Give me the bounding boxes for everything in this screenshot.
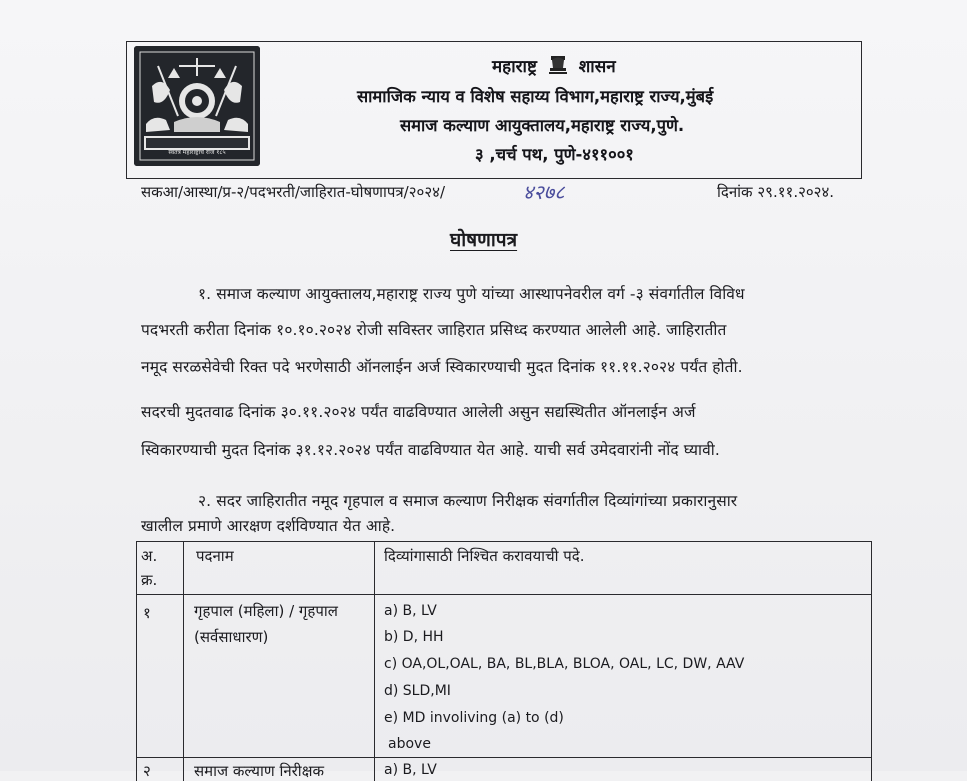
para1-line-5: स्विकारण्याची मुदत दिनांक ३१.१२.२०२४ पर्यंत वाढविण्यात येत आहे. याची सर्व उमेदवारांनी नोंद घ्यावी. <box>141 441 720 459</box>
ashoka-emblem-icon <box>547 54 569 76</box>
table-row1-sr: १ <box>143 604 151 622</box>
table-row1-item-a: a) B, LV <box>384 603 437 619</box>
para2-line-2: खालील प्रमाणे आरक्षण दर्शविण्यात येत आहे. <box>141 517 396 535</box>
table-col-divider-1 <box>183 541 184 781</box>
para1-line-3: नमूद सरळसेवेची रिक्त पदे भरणेसाठी ऑनलाईन अर्ज स्विकारण्याची मुदत दिनांक ११.११.२०२४ पर्यंत होती. <box>141 358 743 376</box>
table-header-post: पदनाम <box>196 547 234 565</box>
header-government: शासन <box>578 57 616 77</box>
reference-number: सकआ/आस्था/प्र-२/पदभरती/जाहिरात-घोषणापत्र/२०२४/ <box>141 183 445 201</box>
header-office: समाज कल्याण आयुक्तालय,महाराष्ट्र राज्य,पुणे. <box>400 116 685 135</box>
table-row2-item-a: a) B, LV <box>384 762 437 778</box>
header-state-name: महाराष्ट्र <box>492 57 537 77</box>
header-address: ३ ,चर्च पथ, पुणे-४११००१ <box>475 145 634 164</box>
emblem-caption: स्वतंत्र महाराष्ट्राचे राज १८५ <box>168 149 226 156</box>
header-line-1 <box>492 54 616 77</box>
para1-line-4: सदरची मुदतवाढ दिनांक ३०.११.२०२४ पर्यंत वाढविण्यात आलेली असुन सद्यस्थितीत ऑनलाईन अर्ज <box>141 403 696 421</box>
handwritten-number: ४२७८ <box>523 180 565 204</box>
table-col-divider-2 <box>374 541 375 781</box>
table-header-divider <box>136 594 872 595</box>
table-row1-item-b: b) D, HH <box>384 629 444 645</box>
table-row2-sr: २ <box>143 762 151 780</box>
table-row-divider <box>136 757 872 758</box>
document-date: दिनांक २९.११.२०२४. <box>717 183 835 201</box>
header-department: सामाजिक न्याय व विशेष सहाय्य विभाग,महाराष्ट्र राज्य,मुंबई <box>357 87 714 106</box>
table-header-sr-2: क्र. <box>141 571 158 589</box>
table-row1-item-e-cont: above <box>388 736 431 752</box>
para2-line-1: २. सदर जाहिरातीत नमूद गृहपाल व समाज कल्याण निरीक्षक संवर्गातील दिव्यांगांच्या प्रकारानुसार <box>198 492 738 510</box>
table-row2-post: समाज कल्याण निरीक्षक <box>194 762 324 780</box>
table-row1-item-d: d) SLD,MI <box>384 683 451 699</box>
table-header-sr-1: अ. <box>141 547 158 565</box>
para1-line-1: १. समाज कल्याण आयुक्तालय,महाराष्ट्र राज्य पुणे यांच्या आस्थापनेवरील वर्ग -३ संवर्गातील विविध <box>198 285 745 303</box>
table-header-reservation: दिव्यांगासाठी निश्चित करावयाची पदे. <box>384 547 585 565</box>
state-emblem <box>134 46 260 166</box>
table-row1-item-c: c) OA,OL,OAL, BA, BL,BLA, BLOA, OAL, LC, DW, AAV <box>384 656 745 672</box>
para1-line-2: पदभरती करीता दिनांक १०.१०.२०२४ रोजी सविस्तर जाहिरात प्रसिध्द करण्यात आलेली आहे. जाहिरातीत <box>141 321 727 339</box>
table-row1-post-line-1: गृहपाल (महिला) / गृहपाल <box>194 602 338 620</box>
document-title: घोषणापत्र <box>450 229 518 251</box>
table-row1-post-line-2: (सर्वसाधारण) <box>194 628 269 646</box>
table-row1-item-e: e) MD involiving (a) to (d) <box>384 710 564 726</box>
